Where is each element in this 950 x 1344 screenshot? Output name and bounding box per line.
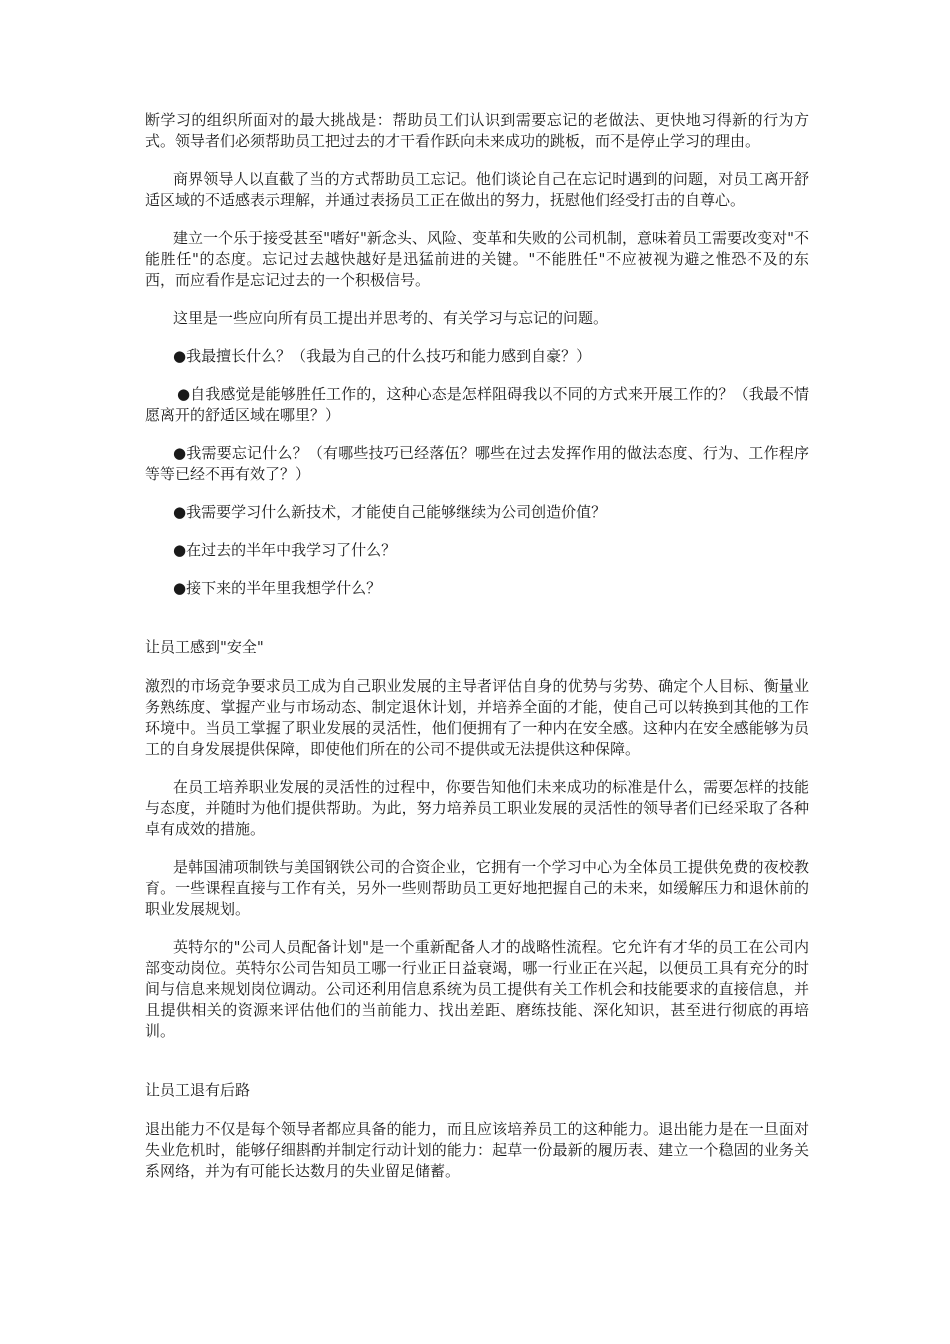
bullet-item: ●自我感觉是能够胜任工作的，这种心态是怎样阻碍我以不同的方式来开展工作的？（我最不情愿离开的舒适区域在哪里？） — [145, 385, 809, 424]
bullet-item: ●接下来的半年里我想学什么？ — [173, 579, 382, 597]
paragraph-leaders-help-forget: 商界领导人以直截了当的方式帮助员工忘记。他们谈论自己在忘记时遇到的问题，对员工离开舒适区域的不适感表示理解，并通过表扬员工正在做出的努力，抚慰他们经受打击的自尊心。 — [145, 170, 809, 209]
paragraph-intel-staffing: 英特尔的"公司人员配备计划"是一个重新配备人才的战略性流程。它允许有才华的员工在公司内部变动岗位。英特尔公司告知员工哪一行业正日益衰竭，哪一行业正在兴起，以便员工具有充分的时间与信息来规划岗位调动。公司还利用信息系统为员工提供有关工作机会和技能要求的直接信息，并且提供相关的资源来评估他们的当前能力、找出差距、磨练技能、深化知识，甚至进行彻底的再培训。 — [145, 938, 809, 1040]
paragraph-exit-ability: 退出能力不仅是每个领导者都应具备的能力，而且应该培养员工的这种能力。退出能力是在一旦面对失业危机时，能够仔细斟酌并制定行动计划的能力：起草一份最新的履历表、建立一个稳固的业务关系网络，并为有可能长达数月的失业留足储蓄。 — [145, 1120, 809, 1180]
bullet-item: ●我需要忘记什么？（有哪些技巧已经落伍？哪些在过去发挥作用的做法态度、行为、工作程序等等已经不再有效了？） — [145, 444, 809, 483]
document-page — [145, 110, 809, 1182]
paragraph-learning-challenge: 断学习的组织所面对的最大挑战是：帮助员工们认识到需要忘记的老做法、更快地习得新的行为方式。领导者们必须帮助员工把过去的才干看作跃向未来成功的跳板，而不是停止学习的理由。 — [145, 111, 809, 150]
paragraph-incompetence-attitude: 建立一个乐于接受甚至"嗜好"新念头、风险、变革和失败的公司机制，意味着员工需要改变对"不能胜任"的态度。忘记过去越快越好是迅猛前进的关键。"不能胜任"不应被视为避之惟恐不及的东西，而应看作是忘记过去的一个积极信号。 — [145, 229, 809, 289]
bullet-item: ●在过去的半年中我学习了什么？ — [173, 541, 397, 559]
paragraph-career-flexibility: 在员工培养职业发展的灵活性的过程中，你要告知他们未来成功的标准是什么，需要怎样的技能与态度，并随时为他们提供帮助。为此，努力培养员工职业发展的灵活性的领导者们已经采取了各种卓有成效的措施。 — [145, 778, 809, 838]
section-heading-exit: 让员工退有后路 — [145, 1081, 251, 1099]
paragraph-market-competition: 激烈的市场竞争要求员工成为自己职业发展的主导者评估自身的优势与劣势、确定个人目标、衡量业务熟练度、掌握产业与市场动态、制定退休计划，并培养全面的才能，使自己可以转换到其他的工作环境中。当员工掌握了职业发展的灵活性，他们便拥有了一种内在安全感。这种内在安全感能够为员工的自身发展提供保障，即使他们所在的公司不提供或无法提供这种保障。 — [145, 677, 809, 758]
bullet-item: ●我需要学习什么新技术，才能使自己能够继续为公司创造价值？ — [173, 503, 607, 521]
section-heading-safety: 让员工感到"安全" — [145, 638, 264, 656]
paragraph-joint-venture: 是韩国浦项制铁与美国钢铁公司的合资企业，它拥有一个学习中心为全体员工提供免费的夜校教育。一些课程直接与工作有关，另外一些则帮助员工更好地把握自己的未来，如缓解压力和退休前的职业发展规划。 — [145, 858, 809, 918]
paragraph-questions-intro: 这里是一些应向所有员工提出并思考的、有关学习与忘记的问题。 — [173, 309, 609, 327]
bullet-item: ●我最擅长什么？（我最为自己的什么技巧和能力感到自豪？） — [173, 347, 592, 365]
